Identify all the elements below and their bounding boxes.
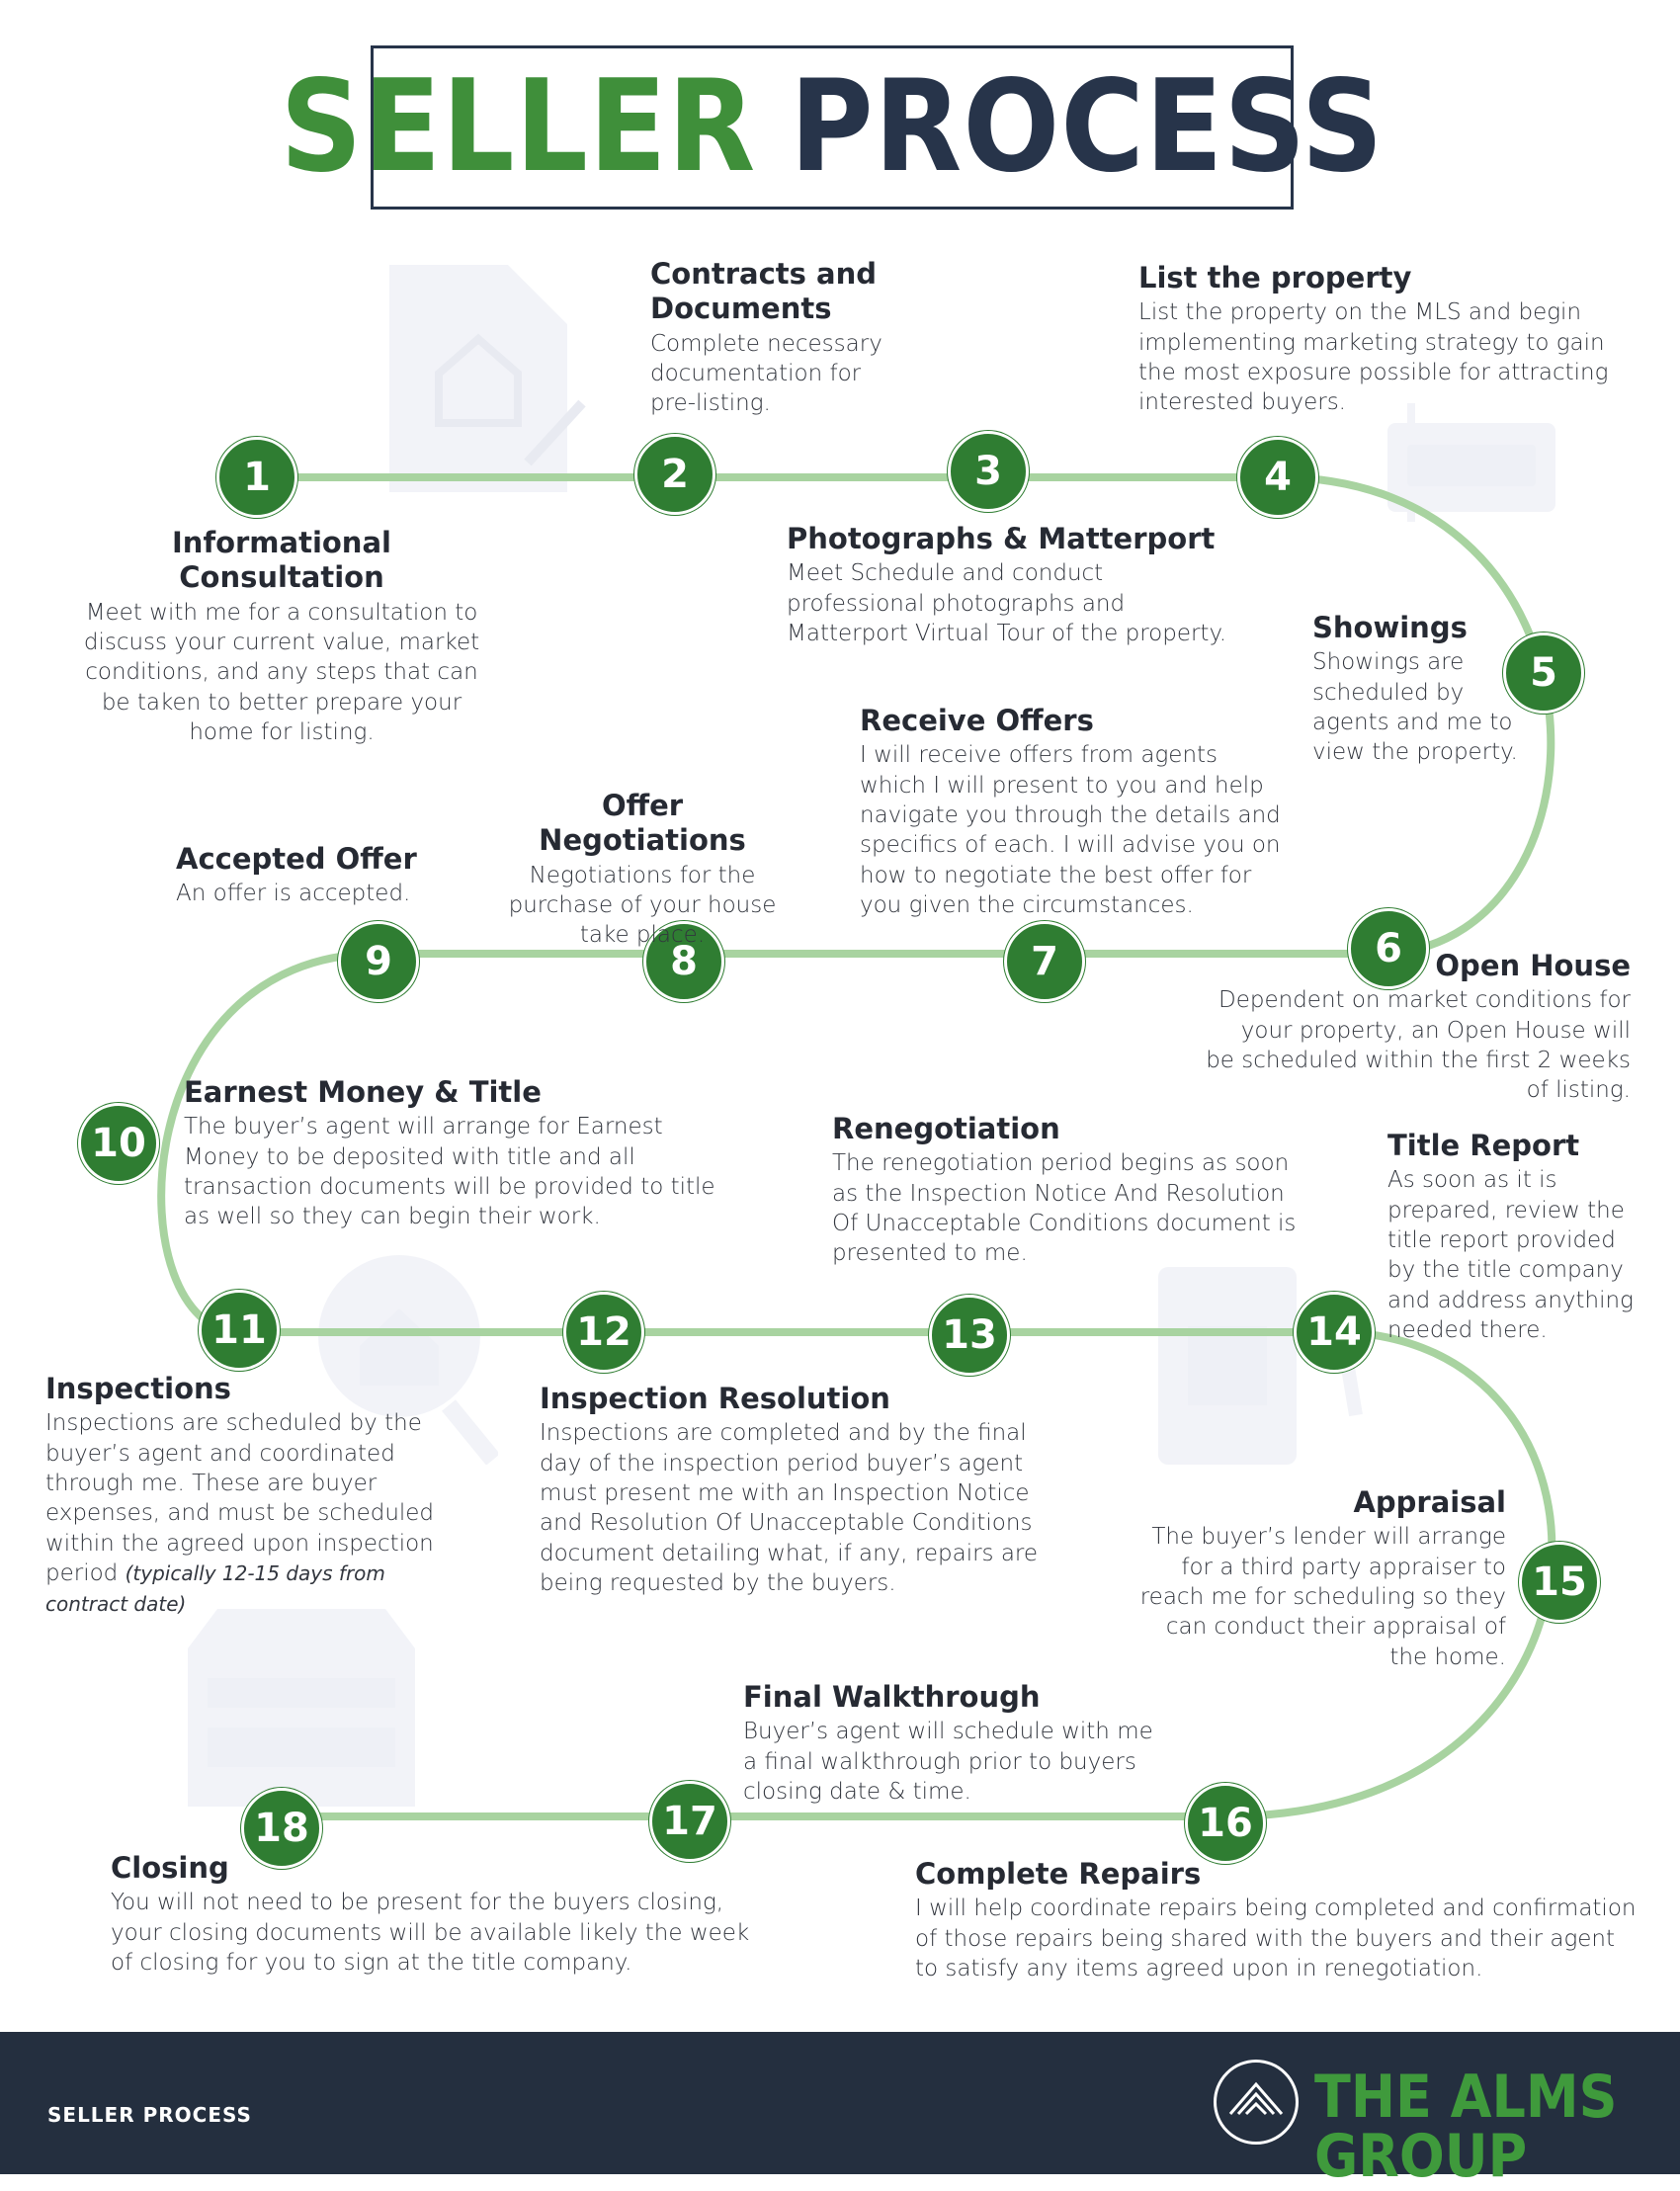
step-1-title: Informational Consultation [172, 526, 391, 595]
step-6-text: Dependent on market conditions for your property, an Open House will be scheduled within the first 2 weeks of listing. [1206, 987, 1631, 1104]
step-node-2: 2 [634, 434, 715, 515]
step-18-title: Closing [111, 1851, 229, 1885]
step-1-text: Meet with me for a consultation to discuss your current value, market conditions, and any steps that can be taken to better prepare your home for listing. [83, 599, 480, 746]
step-16 [915, 1857, 1637, 1983]
alms-logo-icon [1214, 2060, 1299, 2145]
step-10 [184, 1075, 717, 1232]
step-14 [1387, 1129, 1637, 1346]
step-node-11: 11 [199, 1290, 280, 1371]
step-node-7: 7 [1004, 921, 1085, 1002]
brand-name: THE ALMS GROUP [1314, 2063, 1618, 2191]
step-7 [860, 704, 1285, 921]
step-12-title: Inspection Resolution [540, 1382, 890, 1415]
step-4 [1138, 261, 1613, 418]
step-3 [787, 522, 1241, 648]
step-16-title: Complete Repairs [915, 1857, 1202, 1891]
step-7-text: I will receive offers from agents which I will present to you and help navigate you through the details and specifics of each. I will advise you on how to negotiate the best offer for you given the circumstances. [860, 742, 1281, 919]
step-node-18: 18 [241, 1788, 322, 1869]
step-10-text: The buyer’s agent will arrange for Earnest Money to be deposited with title and all transaction documents will be provided to title as well so they can begin their work. [184, 1114, 715, 1230]
step-node-1: 1 [216, 437, 297, 518]
step-node-12: 12 [563, 1292, 644, 1373]
step-9 [176, 842, 472, 909]
step-node-6: 6 [1348, 908, 1429, 989]
step-17-title: Final Walkthrough [743, 1680, 1041, 1714]
step-15-text: The buyer’s lender will arrange for a third party appraiser to reach me for scheduling so they can conduct their appraisal of the home. [1139, 1524, 1506, 1670]
step-5-title: Showings [1312, 611, 1468, 644]
step-14-title: Title Report [1387, 1129, 1580, 1162]
step-node-9: 9 [338, 921, 419, 1002]
step-11-title: Inspections [45, 1372, 231, 1405]
footer-label: SELLER PROCESS [47, 2103, 252, 2127]
footer-bar [0, 2032, 1680, 2191]
step-3-title: Photographs & Matterport [787, 522, 1216, 555]
step-9-text: An offer is accepted. [176, 881, 411, 907]
step-9-title: Accepted Offer [176, 842, 417, 876]
step-13-title: Renegotiation [832, 1112, 1060, 1145]
step-node-4: 4 [1237, 437, 1318, 518]
step-1 [79, 526, 484, 748]
step-15 [1127, 1485, 1506, 1672]
step-14-text: As soon as it is prepared, review the title report provided by the title company and address anything needed there. [1387, 1167, 1634, 1344]
step-10-title: Earnest Money & Title [184, 1075, 542, 1109]
step-node-16: 16 [1185, 1783, 1266, 1864]
step-18-text: You will not need to be present for the buyers closing, your closing documents will be available likely the week of closing for you to sign at the title company. [111, 1890, 750, 1977]
step-node-10: 10 [78, 1103, 159, 1184]
step-6 [1206, 949, 1631, 1106]
step-12 [540, 1382, 1053, 1599]
step-node-3: 3 [948, 431, 1029, 512]
step-17 [743, 1680, 1158, 1807]
step-2-text: Complete necessary documentation for pre-listing. [650, 330, 882, 417]
step-8-title: Offer Negotiations [539, 789, 746, 858]
title-seller: SELLER [280, 53, 757, 201]
step-13 [832, 1112, 1297, 1269]
step-15-title: Appraisal [1353, 1485, 1506, 1519]
step-8 [494, 789, 791, 951]
step-node-15: 15 [1519, 1542, 1600, 1623]
step-node-14: 14 [1294, 1292, 1375, 1373]
step-5-text: Showings are scheduled by agents and me to view the property. [1312, 649, 1518, 766]
step-17-text: Buyer’s agent will schedule with me a final walkthrough prior to buyers closing date & time. [743, 1719, 1153, 1806]
step-5 [1312, 611, 1524, 768]
title-process: PROCESS [790, 53, 1385, 201]
step-node-17: 17 [649, 1781, 730, 1862]
step-node-13: 13 [929, 1295, 1010, 1376]
step-2 [650, 257, 907, 419]
step-11-note: (typically 12-15 days from contract date) [45, 1561, 385, 1616]
step-13-text: The renegotiation period begins as soon as the Inspection Notice And Resolution Of Unacceptable Conditions document is presented to me. [832, 1150, 1297, 1267]
step-16-text: I will help coordinate repairs being completed and confirmation of those repairs being shared with the buyers and their agent to satisfy any items agreed upon in renegotiation. [915, 1896, 1637, 1982]
step-3-text: Meet Schedule and conduct professional photographs and Matterport Virtual Tour of the property. [787, 560, 1227, 647]
step-11-text [45, 1408, 451, 1619]
step-4-title: List the property [1138, 261, 1412, 295]
step-11-body: Inspections are scheduled by the buyer’s agent and coordinated through me. These are buyer expenses, and must be scheduled within the agreed upon inspection period [45, 1410, 435, 1587]
step-11 [45, 1372, 451, 1619]
step-node-8: 8 [643, 921, 724, 1002]
step-8-text: Negotiations for the purchase of your house take place. [508, 862, 777, 949]
step-2-title: Contracts and Documents [650, 257, 877, 326]
step-node-5: 5 [1503, 632, 1584, 714]
step-12-text: Inspections are completed and by the final day of the inspection period buyer’s agent must present me with an Inspection Notice and Resolution Of Unacceptable Conditions document detailing what, if any, repairs are being requested by the buyers. [540, 1420, 1039, 1597]
step-4-text: List the property on the MLS and begin implementing marketing strategy to gain the most exposure possible for attracting interested buyers. [1138, 299, 1609, 416]
step-7-title: Receive Offers [860, 704, 1094, 737]
step-6-title: Open House [1435, 949, 1631, 982]
step-18 [111, 1851, 753, 1978]
